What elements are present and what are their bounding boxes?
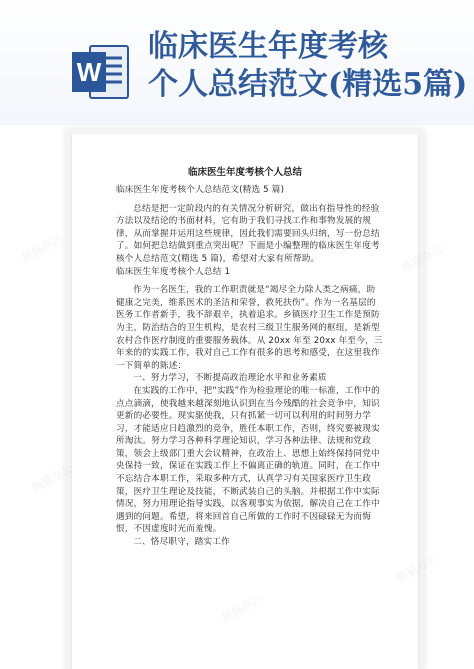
document-title: 临床医生年度考核个人总结 (187, 167, 302, 178)
document-page (72, 134, 418, 669)
document-body (116, 184, 384, 549)
doc-subtitle: 临床医生年度考核个人总结范文(精选 5 篇) (116, 185, 285, 195)
header-banner (0, 0, 474, 125)
word-logo-letter: W (76, 57, 102, 87)
doc-paragraph: 在实践的工作中，把“实践”作为检验理论的唯一标准，工作中的点点滴滴，使我越来越深刻地认识到在当今残酷的社会竞争中，知识更新的必要性。现实驱使我，只有抓紧一切可以利用的时间努力学习，才能适应日趋激烈的竞争，胜任本职工作，否则，终究要被现实所淘汰。努力学习各种科学理论知识，学习各种法律、法规和党政策，领会上级部门重大会议精神，在政治上、思想上始终保持同党中央保持一致，保证在实践工作上不偏离正确的轨道。同时，在工作中不忘结合本职工作，采取多种方式，认真学习有关国家医疗卫生政策，医疗卫生理论及技能，不断武装自己的头脑。并根据工作中实际情况，努力用理论指导实践，以客观事实为依据，解决自己在工作中遇到的问题。希望，将来回首自己所做的工作时不因碌碌无为而悔恨，不因虚度时光而羞愧。 (116, 385, 380, 535)
doc-section-heading: 临床医生年度考核个人总结 1 (116, 266, 231, 277)
doc-subheading-2: 二、恪尽职守，踏实工作 (133, 537, 230, 548)
watermark-text: 熊猫办公 (19, 232, 65, 265)
banner-title-line-2: 个人总结范文(精选5篇) (148, 67, 468, 102)
watermark-text: 熊猫办公 (29, 462, 75, 495)
doc-paragraph: 作为一名医生，我的工作职责就是“竭尽全力除人类之病痛，助健康之完美，维系医术的圣洁和荣誉，救死扶伤”。作为一名基层的医务工作者新手，我不辞艰辛，执着追求。乡镇医疗卫生工作是预防为主，防治结合的卫生机构，是农村三级卫生服务网的枢纽，是新型农村合作医疗制度的重要服务载体。从 20xx 年至 20xx 年至今，三年来的的实践工作，我对自己工作有很多的思考和感受，在这里我作一下简单的陈述： (116, 285, 383, 371)
banner-title (148, 28, 468, 104)
word-document-icon (68, 40, 132, 104)
banner-title-line-1: 临床医生年度考核 (148, 29, 388, 64)
doc-subheading-1: 一、努力学习，不断提高政治理论水平和业务素质 (133, 373, 327, 384)
doc-paragraph-intro: 总结是把一定阶段内的有关情况分析研究，做出有指导性的经验方法以及结论的书面材料，它有助于我们寻找工作和事物发展的规律，从而掌握并运用这些规律，因此我们需要回头归纳，写一份总结了。如何把总结做到重点突出呢？下面是小编整理的临床医生年度考核个人总结范文(精选 5 篇)，希望对大家有所帮助。 (116, 203, 380, 264)
